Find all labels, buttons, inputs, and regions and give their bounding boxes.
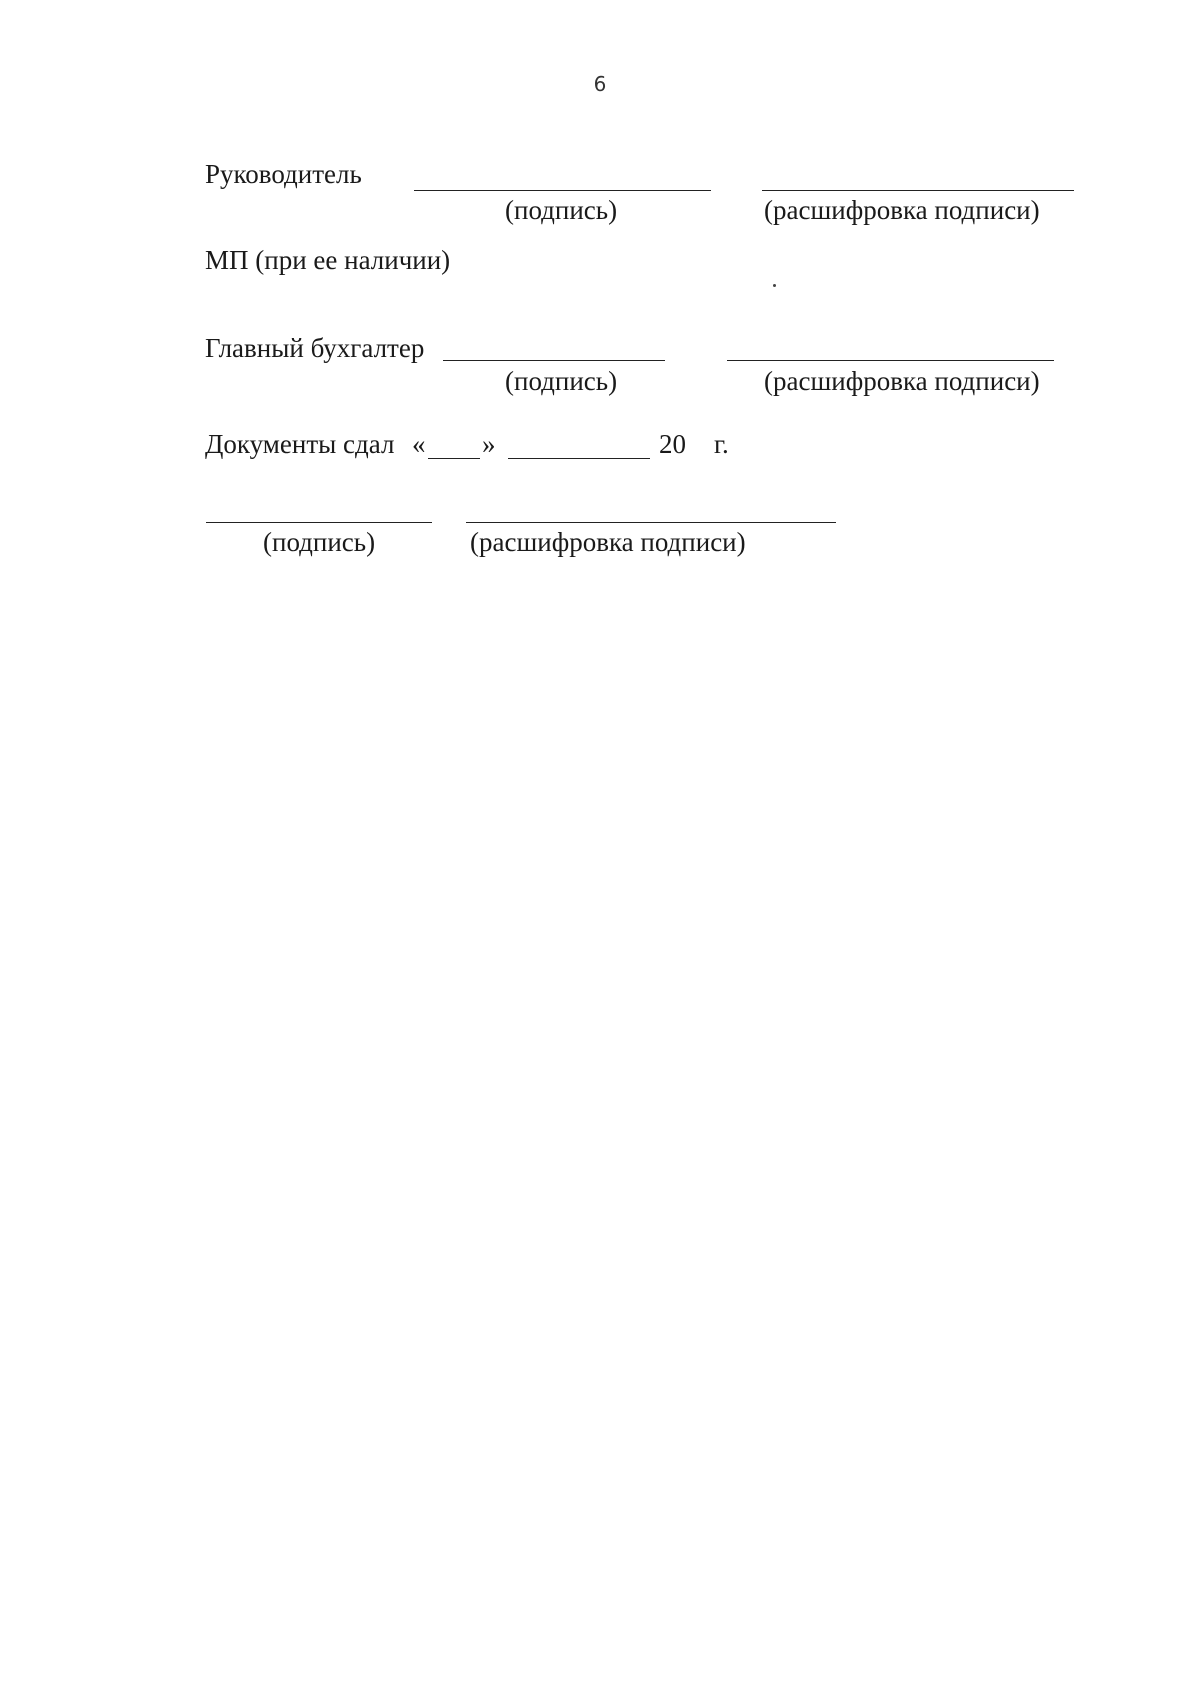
chief-accountant-transcript-line[interactable] bbox=[727, 360, 1054, 361]
handed-signature-caption: (подпись) bbox=[263, 527, 376, 557]
day-open-quote: « bbox=[412, 429, 426, 459]
page-number: 6 bbox=[593, 72, 607, 96]
director-signature-caption: (подпись) bbox=[505, 195, 618, 225]
chief-accountant-label: Главный бухгалтер bbox=[205, 333, 425, 363]
handed-signature-line[interactable] bbox=[206, 522, 432, 523]
stamp-label: МП (при ее наличии) bbox=[205, 245, 451, 275]
director-signature-line[interactable] bbox=[414, 190, 711, 191]
documents-handed-label: Документы сдал bbox=[205, 429, 395, 459]
year-prefix: 20 bbox=[659, 429, 686, 459]
director-label: Руководитель bbox=[205, 159, 362, 189]
handed-transcript-line[interactable] bbox=[466, 522, 836, 523]
director-transcript-line[interactable] bbox=[762, 190, 1074, 191]
chief-accountant-signature-caption: (подпись) bbox=[505, 366, 618, 396]
chief-accountant-signature-line[interactable] bbox=[443, 360, 665, 361]
chief-accountant-transcript-caption: (расшифровка подписи) bbox=[764, 366, 1040, 396]
handed-transcript-caption: (расшифровка подписи) bbox=[470, 527, 746, 557]
year-suffix: г. bbox=[714, 429, 729, 459]
day-line[interactable] bbox=[428, 458, 480, 459]
director-transcript-caption: (расшифровка подписи) bbox=[764, 195, 1040, 225]
month-line[interactable] bbox=[508, 458, 650, 459]
day-close-quote: » bbox=[482, 429, 496, 459]
scan-speck bbox=[773, 284, 776, 287]
